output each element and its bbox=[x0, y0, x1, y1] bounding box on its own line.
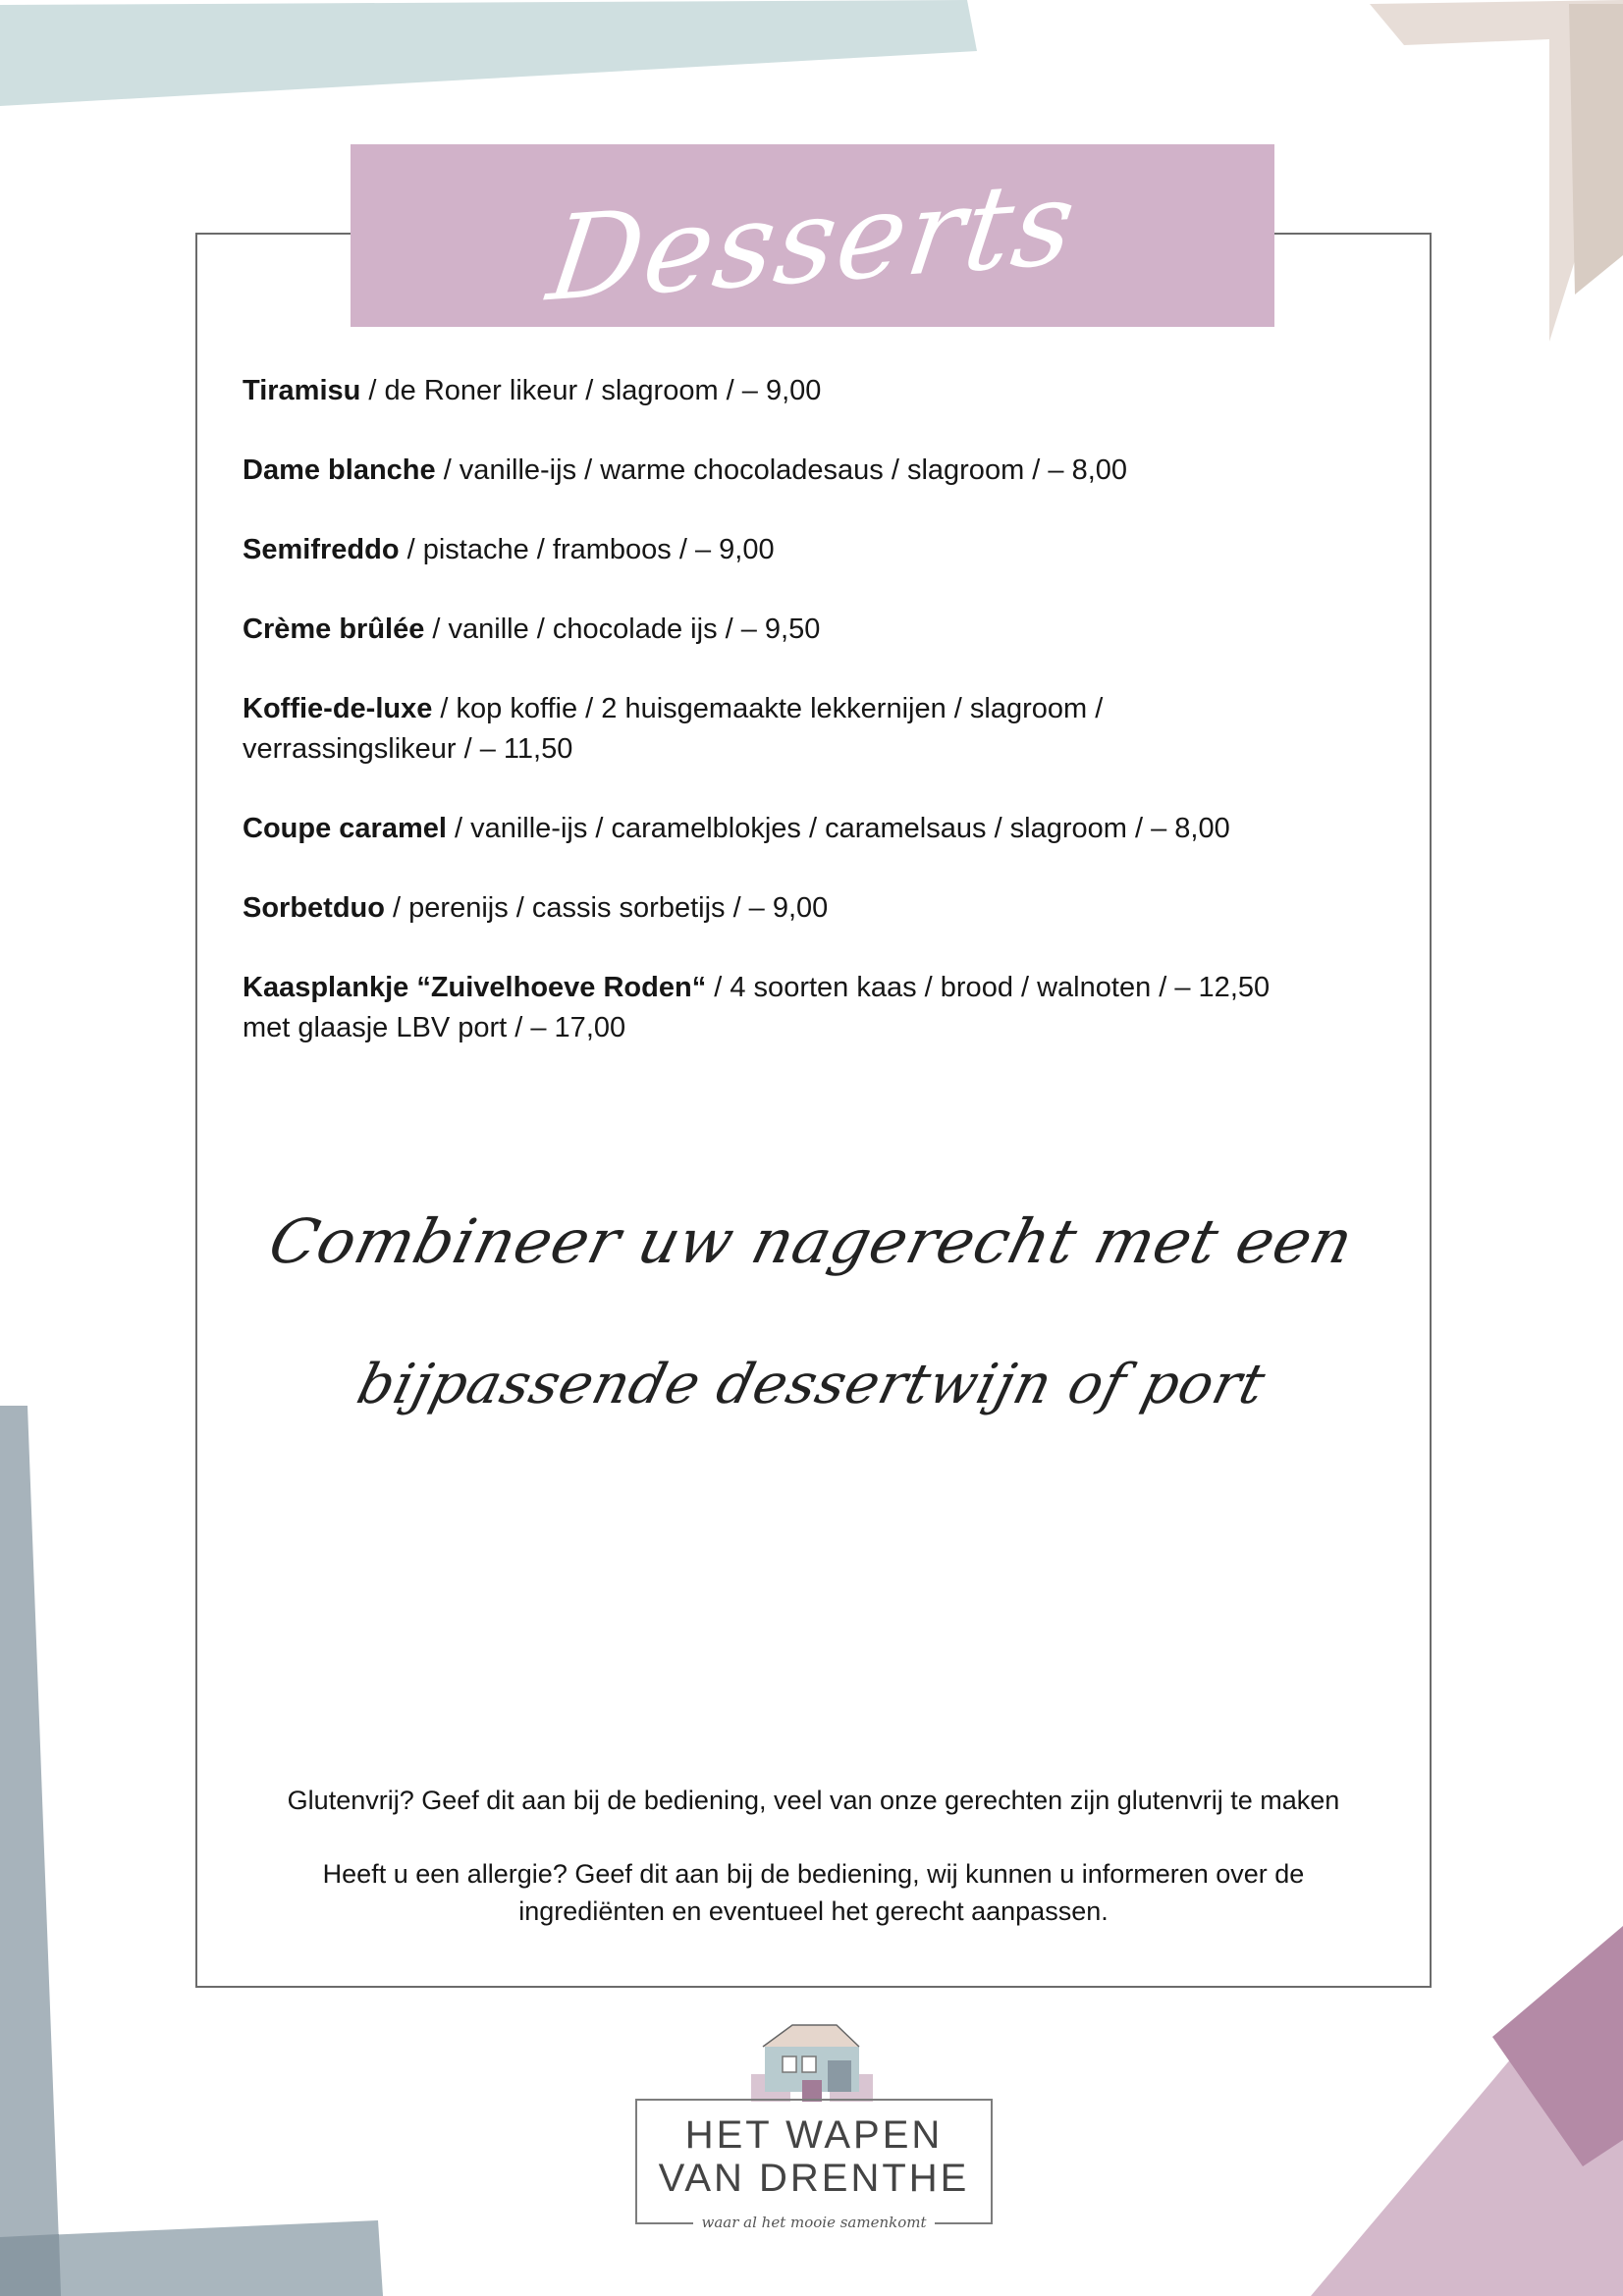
menu-item bbox=[243, 809, 1362, 849]
menu-item-name: Semifreddo bbox=[243, 534, 400, 565]
title-banner bbox=[351, 144, 1274, 327]
gluten-note: Glutenvrij? Geef dit aan bij de bediening, veel van onze gerechten zijn glutenvrij te maken bbox=[287, 1786, 1340, 1815]
menu-item bbox=[243, 968, 1362, 1048]
menu-item-details-line-2: met glaasje LBV port / – 17,00 bbox=[243, 1012, 626, 1043]
menu-item-details: / kop koffie / 2 huisgemaakte lekkernijen / slagroom / bbox=[432, 693, 1104, 724]
menu-item-name: Dame blanche bbox=[243, 454, 436, 486]
menu-item-name: Sorbetduo bbox=[243, 892, 385, 924]
menu-item-details: / perenijs / cassis sorbetijs / – 9,00 bbox=[385, 892, 829, 924]
menu-item bbox=[243, 689, 1362, 770]
menu-item-name: Koffie-de-luxe bbox=[243, 693, 433, 724]
teal-shape-top-left bbox=[0, 0, 977, 106]
page-title: Desserts bbox=[540, 153, 1085, 328]
logo-line-1: HET WAPEN bbox=[684, 2113, 944, 2157]
allergy-note-line-2: ingrediënten en eventueel het gerecht aanpassen. bbox=[518, 1896, 1109, 1926]
logo-tagline: waar al het mooie samenkomt bbox=[635, 2214, 993, 2231]
menu-item-name: Crème brûlée bbox=[243, 614, 425, 645]
pairing-text-line-1: Combineer uw nagerecht met een bbox=[262, 1205, 1361, 1277]
slate-shape-left bbox=[0, 1406, 61, 2296]
allergy-note-line-1: Heeft u een allergie? Geef dit aan bij de bediening, wij kunnen u informeren over de bbox=[322, 1859, 1305, 1889]
beige-shape-top-right-2 bbox=[1569, 4, 1623, 294]
menu-item bbox=[243, 610, 1362, 650]
menu-item-details: / pistache / framboos / – 9,00 bbox=[399, 534, 775, 565]
menu-item-name: Tiramisu bbox=[243, 375, 361, 406]
menu-item-details: / de Roner likeur / slagroom / – 9,00 bbox=[360, 375, 822, 406]
logo-line-2: VAN DRENTHE bbox=[658, 2157, 970, 2200]
menu-item-name: Kaasplankje “Zuivelhoeve Roden“ bbox=[243, 972, 707, 1003]
house-icon bbox=[743, 2017, 881, 2106]
menu-item-details: / vanille / chocolade ijs / – 9,50 bbox=[424, 614, 821, 645]
slate-shape-bottom-left-dark bbox=[0, 2234, 61, 2296]
menu-item-name: Coupe caramel bbox=[243, 813, 447, 844]
menu-item-details: / vanille-ijs / caramelblokjes / caramelsaus / slagroom / – 8,00 bbox=[446, 813, 1230, 844]
restaurant-logo bbox=[635, 2017, 993, 2231]
menu-item-details-line-2: verrassingslikeur / – 11,50 bbox=[243, 733, 573, 765]
pairing-text-line-2: bijpassende dessertwijn of port bbox=[351, 1353, 1272, 1416]
menu-item bbox=[243, 530, 1362, 570]
menu-item bbox=[243, 371, 1362, 411]
menu-item bbox=[243, 888, 1362, 929]
allergy-note bbox=[195, 1855, 1432, 1930]
menu-item-details: / vanille-ijs / warme chocoladesaus / slagroom / – 8,00 bbox=[435, 454, 1128, 486]
menu-item-details: / 4 soorten kaas / brood / walnoten / – 12,50 bbox=[706, 972, 1271, 1003]
menu-item bbox=[243, 451, 1362, 491]
dessert-menu bbox=[243, 371, 1362, 1088]
